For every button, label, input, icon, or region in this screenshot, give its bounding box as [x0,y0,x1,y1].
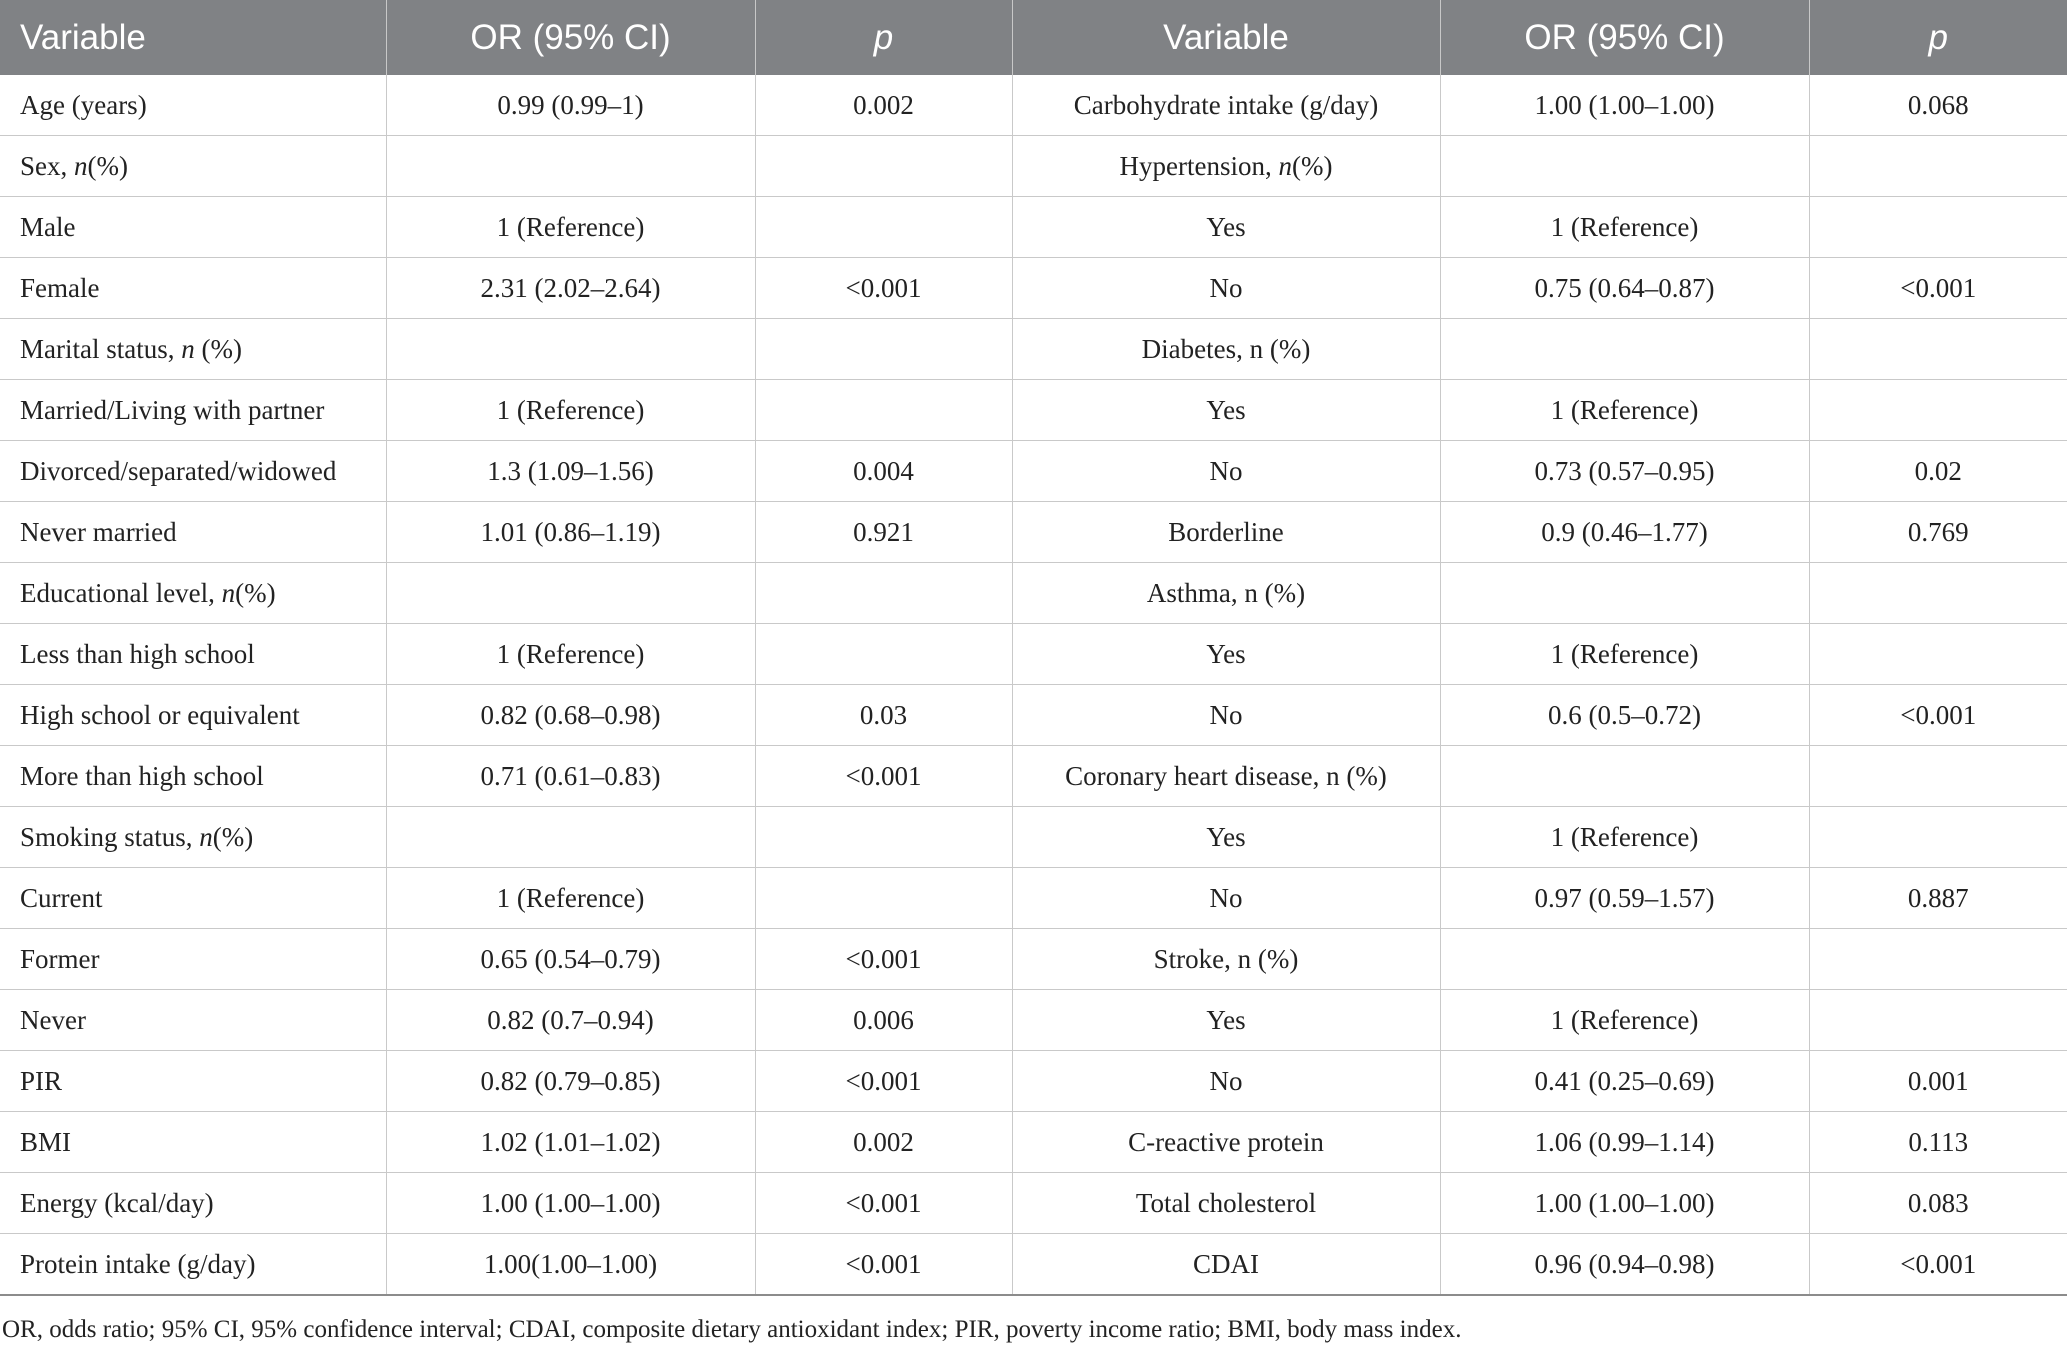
variable-left-label: Educational level, [20,577,222,608]
p-right-cell: 0.02 [1809,441,2067,502]
variable-left-cell [0,380,386,441]
or-right-cell: 1 (Reference) [1440,990,1809,1051]
or-left-cell: 0.82 (0.79–0.85) [386,1051,755,1112]
variable-right-cell [1012,990,1440,1051]
variable-right-cell [1012,746,1440,807]
p-right-cell: 0.068 [1809,75,2067,136]
variable-right-label: Borderline [1168,516,1284,547]
p-left-cell: <0.001 [755,258,1012,319]
p-left-cell [755,807,1012,868]
or-left-cell: 0.65 (0.54–0.79) [386,929,755,990]
p-right-cell [1809,807,2067,868]
or-left-cell [386,136,755,197]
table-header-row [0,0,2067,75]
or-left-cell: 1.01 (0.86–1.19) [386,502,755,563]
table-row [0,1234,2067,1296]
or-right-cell: 0.6 (0.5–0.72) [1440,685,1809,746]
variable-unit-italic: n [1278,150,1292,181]
variable-right-label: Stroke, n (%) [1153,943,1299,974]
variable-left-label: Less than high school [20,638,255,669]
or-left-cell: 0.99 (0.99–1) [386,75,755,136]
variable-left-label: Married/Living with partner [20,394,325,425]
variable-right-cell [1012,563,1440,624]
variable-unit-italic: n [181,333,195,364]
p-right-cell: 0.887 [1809,868,2067,929]
variable-right-label: Asthma, n (%) [1146,577,1306,608]
variable-left-cell [0,929,386,990]
variable-unit-suffix: (%) [87,150,128,181]
or-right-cell: 1 (Reference) [1440,197,1809,258]
p-right-cell [1809,990,2067,1051]
p-left-cell: <0.001 [755,1234,1012,1296]
variable-left-cell [0,807,386,868]
p-right-cell: 0.113 [1809,1112,2067,1173]
variable-right-label: Diabetes, n (%) [1141,333,1311,364]
or-right-cell: 1 (Reference) [1440,807,1809,868]
variable-left-label: High school or equivalent [20,699,300,730]
p-right-cell: <0.001 [1809,1234,2067,1296]
p-right-cell: 0.769 [1809,502,2067,563]
or-left-cell: 1 (Reference) [386,624,755,685]
table-row [0,746,2067,807]
p-left-cell: <0.001 [755,929,1012,990]
p-left-cell: <0.001 [755,746,1012,807]
variable-right-label: No [1209,882,1243,913]
variable-left-label: Sex, [20,150,74,181]
variable-left-cell [0,136,386,197]
variable-left-label: Divorced/separated/widowed [20,455,337,486]
p-left-cell: 0.006 [755,990,1012,1051]
variable-left-cell [0,624,386,685]
variable-right-label: CDAI [1193,1248,1259,1279]
table-row [0,502,2067,563]
or-right-cell: 0.41 (0.25–0.69) [1440,1051,1809,1112]
or-left-cell [386,807,755,868]
variable-unit-italic: n [221,577,236,608]
header-variable-right: Variable [1012,0,1440,75]
variable-right-cell [1012,319,1440,380]
variable-left-cell [0,563,386,624]
variable-right-cell [1012,1112,1440,1173]
or-left-cell: 1 (Reference) [386,197,755,258]
variable-right-label: Total cholesterol [1135,1187,1317,1218]
p-left-cell: <0.001 [755,1173,1012,1234]
or-right-cell: 0.73 (0.57–0.95) [1440,441,1809,502]
or-right-cell: 0.75 (0.64–0.87) [1440,258,1809,319]
p-right-cell: 0.001 [1809,1051,2067,1112]
or-left-cell: 0.82 (0.7–0.94) [386,990,755,1051]
variable-right-cell [1012,258,1440,319]
or-right-cell [1440,929,1809,990]
p-right-cell: <0.001 [1809,258,2067,319]
variable-left-cell [0,990,386,1051]
or-left-cell: 2.31 (2.02–2.64) [386,258,755,319]
p-left-cell: 0.921 [755,502,1012,563]
variable-left-cell [0,1234,386,1296]
variable-left-cell [0,1112,386,1173]
or-right-cell: 1.00 (1.00–1.00) [1440,75,1809,136]
p-right-cell [1809,380,2067,441]
variable-right-cell [1012,380,1440,441]
header-p-left-label: p [873,17,894,57]
header-p-right-label: p [1928,17,1948,57]
or-left-cell: 1 (Reference) [386,868,755,929]
or-right-cell [1440,563,1809,624]
p-left-cell [755,136,1012,197]
variable-left-cell [0,197,386,258]
or-right-cell: 1 (Reference) [1440,624,1809,685]
or-left-cell: 1.00 (1.00–1.00) [386,1173,755,1234]
variable-right-label: Yes [1206,1004,1246,1035]
p-left-cell: 0.002 [755,75,1012,136]
or-left-cell: 1 (Reference) [386,380,755,441]
p-left-cell [755,563,1012,624]
variable-right-cell [1012,929,1440,990]
variable-unit-suffix: (%) [235,577,276,608]
or-left-cell: 0.82 (0.68–0.98) [386,685,755,746]
table-row [0,685,2067,746]
table-row [0,990,2067,1051]
variable-left-cell [0,746,386,807]
variable-left-label: BMI [20,1126,72,1157]
p-right-cell: <0.001 [1809,685,2067,746]
or-left-cell [386,319,755,380]
variable-unit-suffix: (%) [194,333,242,364]
table-row [0,624,2067,685]
variable-left-cell [0,75,386,136]
table-row [0,929,2067,990]
or-left-cell: 1.00(1.00–1.00) [386,1234,755,1296]
variable-left-cell [0,1173,386,1234]
or-right-cell: 1.00 (1.00–1.00) [1440,1173,1809,1234]
variable-right-label: No [1209,455,1243,486]
or-right-cell: 1.06 (0.99–1.14) [1440,1112,1809,1173]
variable-right-cell [1012,868,1440,929]
variable-right-label: No [1209,1065,1243,1096]
variable-left-label: Never married [20,516,177,547]
variable-unit-suffix: (%) [1291,150,1333,181]
p-right-cell [1809,136,2067,197]
table-row [0,258,2067,319]
p-left-cell [755,380,1012,441]
variable-right-label: Yes [1206,638,1246,669]
variable-left-label: Current [20,882,103,913]
header-or-right: OR (95% CI) [1440,0,1809,75]
variable-left-label: More than high school [20,760,264,791]
table-row [0,197,2067,258]
p-left-cell: 0.03 [755,685,1012,746]
variable-right-label: No [1209,272,1243,303]
variable-right-label: Yes [1206,821,1246,852]
variable-left-label: PIR [20,1065,63,1096]
header-p-left [755,0,1012,75]
p-left-cell [755,624,1012,685]
table-row [0,807,2067,868]
p-right-cell [1809,624,2067,685]
variable-right-cell [1012,685,1440,746]
p-right-cell [1809,563,2067,624]
variable-left-cell [0,258,386,319]
table-row [0,136,2067,197]
variable-left-label: Female [20,272,100,303]
or-left-cell [386,563,755,624]
variable-right-cell [1012,1051,1440,1112]
variable-right-cell [1012,75,1440,136]
p-left-cell: 0.004 [755,441,1012,502]
variable-right-cell [1012,1173,1440,1234]
p-left-cell [755,319,1012,380]
table-row [0,1112,2067,1173]
variable-left-label: Never [20,1004,86,1035]
table-row [0,1051,2067,1112]
p-left-cell: 0.002 [755,1112,1012,1173]
variable-left-label: Male [20,211,76,242]
variable-right-label: Yes [1206,394,1246,425]
p-left-cell [755,868,1012,929]
p-left-cell [755,197,1012,258]
variable-right-label: Coronary heart disease, n (%) [1065,760,1387,791]
or-left-cell: 0.71 (0.61–0.83) [386,746,755,807]
table-row [0,1173,2067,1234]
p-left-cell: <0.001 [755,1051,1012,1112]
header-variable-left: Variable [0,0,386,75]
variable-right-cell [1012,1234,1440,1296]
variable-right-cell [1012,502,1440,563]
or-right-cell [1440,136,1809,197]
variable-left-cell [0,868,386,929]
variable-left-label: Marital status, [20,333,182,364]
variable-unit-italic: n [74,150,88,181]
header-p-right [1809,0,2067,75]
p-right-cell: 0.083 [1809,1173,2067,1234]
table-footnote: OR, odds ratio; 95% CI, 95% confidence interval; CDAI, composite dietary antioxidant index; PIR, poverty income ratio; BMI, body mass index. [2,1316,1462,1343]
or-right-cell [1440,746,1809,807]
variable-left-cell [0,319,386,380]
variable-left-label: Former [20,943,100,974]
variable-right-label: Carbohydrate intake (g/day) [1073,89,1379,120]
variable-unit-suffix: (%) [212,821,254,852]
variable-left-cell [0,1051,386,1112]
variable-left-label: Energy (kcal/day) [20,1187,214,1218]
header-or-left: OR (95% CI) [386,0,755,75]
table-row [0,868,2067,929]
variable-right-cell [1012,624,1440,685]
or-right-cell: 0.9 (0.46–1.77) [1440,502,1809,563]
variable-right-label: Hypertension, [1119,150,1279,181]
or-right-cell: 0.96 (0.94–0.98) [1440,1234,1809,1296]
variable-right-cell [1012,807,1440,868]
variable-right-label: Yes [1206,211,1246,242]
variable-right-cell [1012,136,1440,197]
table-body [0,75,2067,1295]
or-right-cell: 1 (Reference) [1440,380,1809,441]
p-right-cell [1809,197,2067,258]
p-right-cell [1809,319,2067,380]
table-row [0,441,2067,502]
variable-right-cell [1012,197,1440,258]
or-right-cell [1440,319,1809,380]
variable-left-cell [0,502,386,563]
variable-left-label: Protein intake (g/day) [20,1248,256,1279]
or-left-cell: 1.3 (1.09–1.56) [386,441,755,502]
variable-left-cell [0,441,386,502]
table-row [0,563,2067,624]
p-right-cell [1809,929,2067,990]
or-right-cell: 0.97 (0.59–1.57) [1440,868,1809,929]
table-row [0,319,2067,380]
table-row [0,380,2067,441]
or-left-cell: 1.02 (1.01–1.02) [386,1112,755,1173]
variable-right-label: C-reactive protein [1128,1126,1324,1157]
variable-left-label: Smoking status, [20,821,200,852]
table-row [0,75,2067,136]
variable-right-cell [1012,441,1440,502]
p-right-cell [1809,746,2067,807]
variable-left-cell [0,685,386,746]
variable-left-label: Age (years) [20,89,147,120]
variable-right-label: No [1209,699,1243,730]
variable-unit-italic: n [199,821,213,852]
